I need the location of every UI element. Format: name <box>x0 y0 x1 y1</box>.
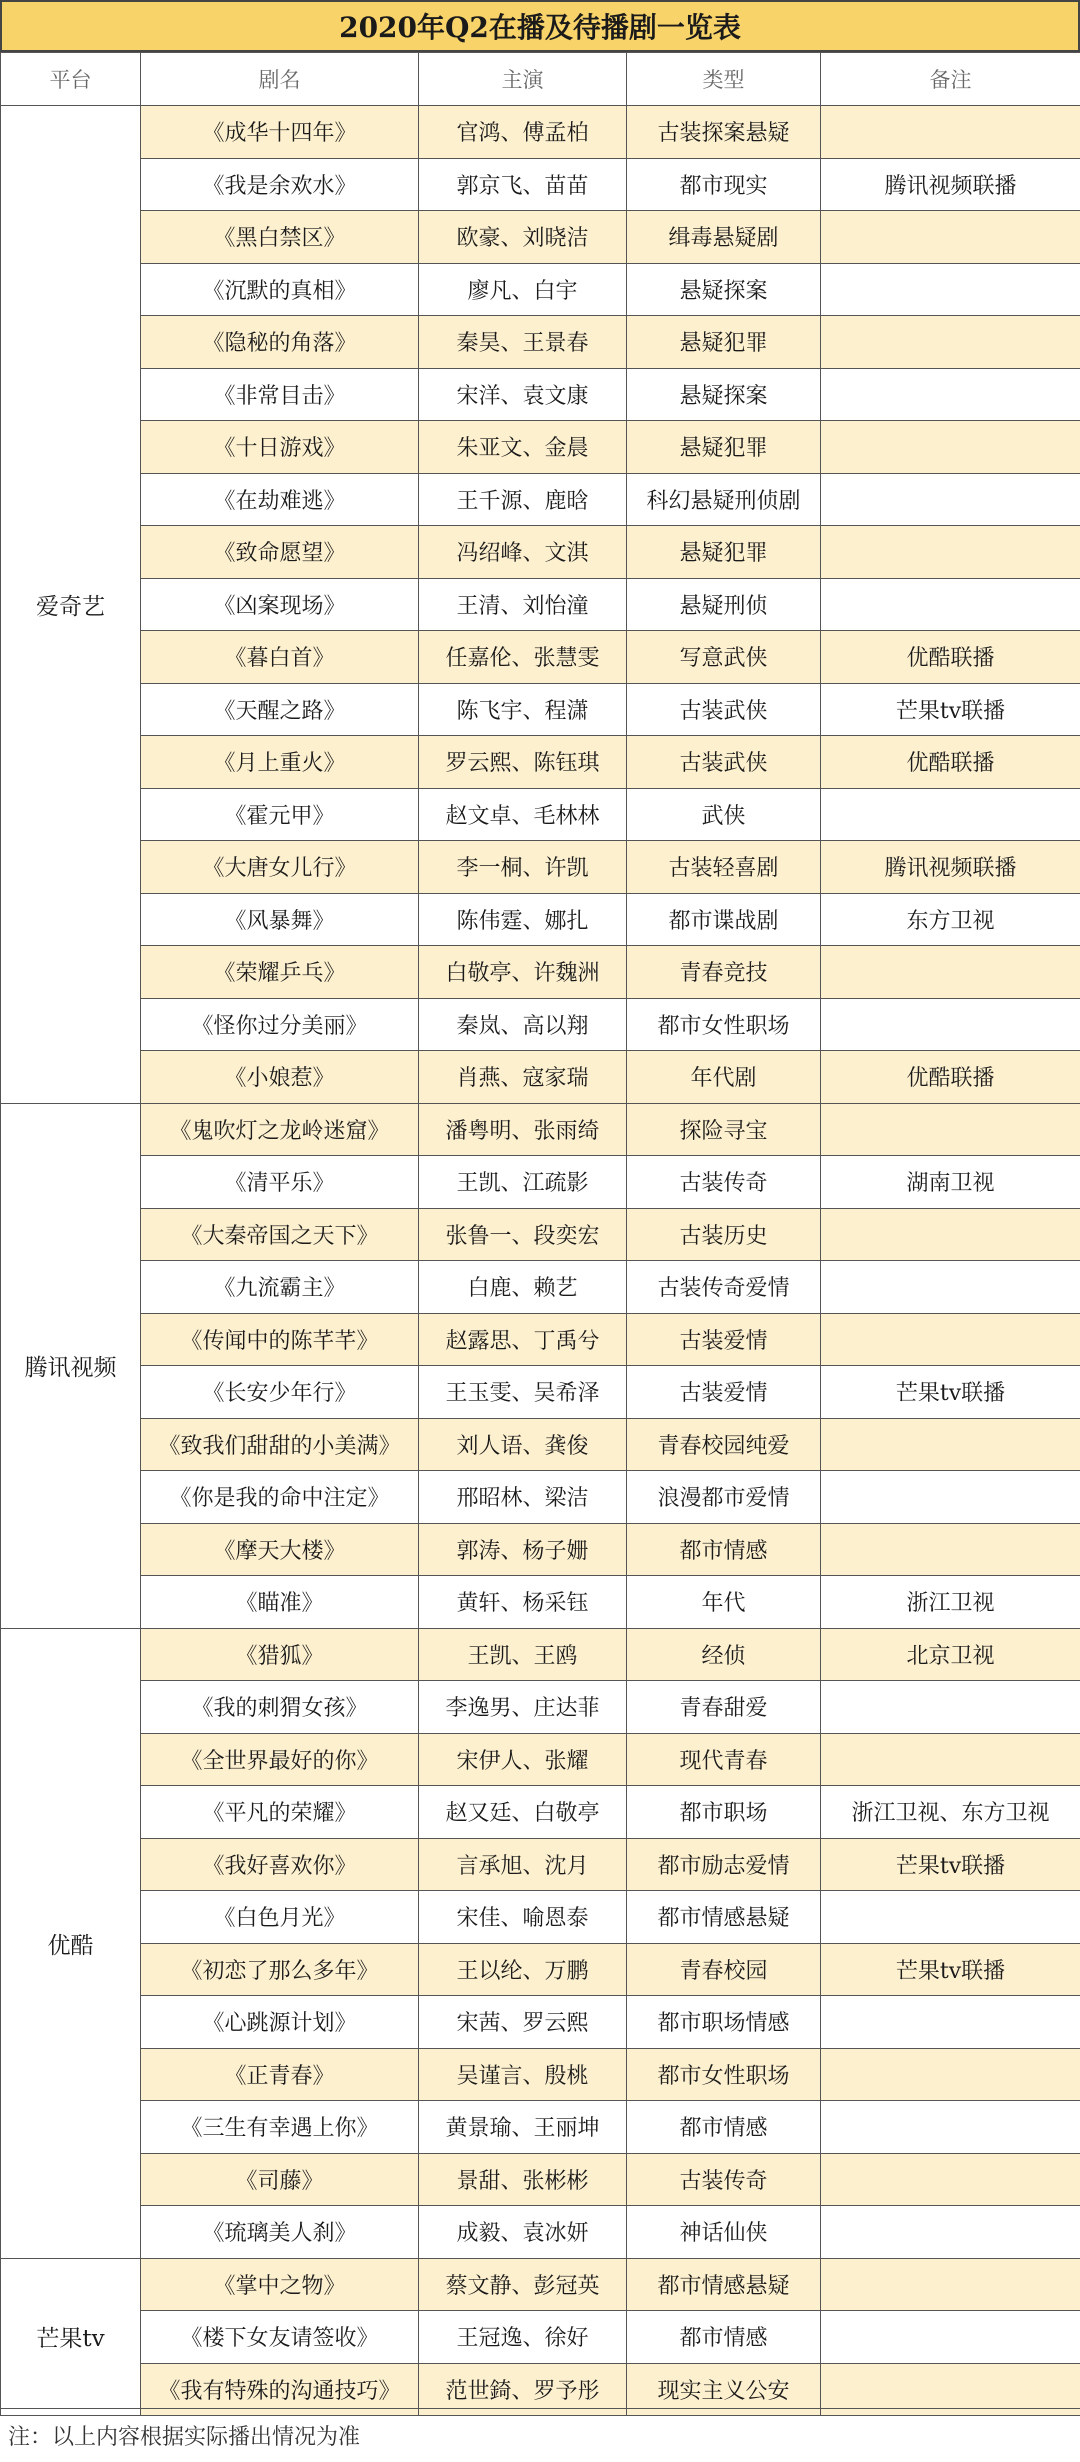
drama-title-cell: 《司藤》 <box>141 2153 419 2206</box>
remarks-cell: 浙江卫视 <box>821 1576 1080 1629</box>
cast-cell: 王凯、王鸥 <box>419 1628 627 1681</box>
cast-cell: 黄轩、杨采钰 <box>419 1576 627 1629</box>
header-cast: 主演 <box>419 53 627 106</box>
drama-title-cell: 《初恋了那么多年》 <box>141 1943 419 1996</box>
genre-cell: 青春校园 <box>627 1943 821 1996</box>
cast-cell: 王冠逸、徐好 <box>419 2311 627 2364</box>
genre-cell: 青春竞技 <box>627 946 821 999</box>
table-header <box>1 53 1080 106</box>
remarks-cell: 芒果tv联播 <box>821 1838 1080 1891</box>
drama-title-cell: 《掌中之物》 <box>141 2258 419 2311</box>
table-row <box>1 2048 1080 2101</box>
cast-cell: 欧豪、刘晓洁 <box>419 211 627 264</box>
drama-title-cell: 《凶案现场》 <box>141 578 419 631</box>
cast-cell: 景甜、张彬彬 <box>419 2153 627 2206</box>
drama-title-cell: 《霍元甲》 <box>141 788 419 841</box>
table-title: 2020年Q2在播及待播剧一览表 <box>0 0 1080 52</box>
remarks-cell <box>821 421 1080 474</box>
cast-cell: 李一桐、许凯 <box>419 841 627 894</box>
remarks-cell <box>821 998 1080 1051</box>
genre-cell: 都市情感 <box>627 2311 821 2364</box>
genre-cell: 都市谍战剧 <box>627 893 821 946</box>
genre-cell: 现代青春 <box>627 1733 821 1786</box>
remarks-cell <box>821 1103 1080 1156</box>
drama-title-cell: 《成华十四年》 <box>141 106 419 159</box>
remarks-cell <box>821 1471 1080 1524</box>
table-row <box>1 1838 1080 1891</box>
genre-cell: 都市情感 <box>627 2101 821 2154</box>
cast-cell: 张鲁一、段奕宏 <box>419 1208 627 1261</box>
genre-cell: 悬疑犯罪 <box>627 316 821 369</box>
drama-title-cell: 《我是余欢水》 <box>141 158 419 211</box>
drama-title-cell: 《清平乐》 <box>141 1156 419 1209</box>
genre-cell: 年代 <box>627 1576 821 1629</box>
table-body <box>1 106 1080 2416</box>
table-row <box>1 1313 1080 1366</box>
genre-cell: 都市情感悬疑 <box>627 2258 821 2311</box>
remarks-cell <box>821 2206 1080 2259</box>
drama-title-cell: 《非常目击》 <box>141 368 419 421</box>
platform-cell: 优酷 <box>1 1628 141 2258</box>
cast-cell: 吴谨言、殷桃 <box>419 2048 627 2101</box>
drama-table <box>0 52 1080 2416</box>
remarks-cell <box>821 2311 1080 2364</box>
header-title: 剧名 <box>141 53 419 106</box>
table-row <box>1 893 1080 946</box>
cast-cell: 秦昊、王景春 <box>419 316 627 369</box>
remarks-cell: 芒果tv联播 <box>821 683 1080 736</box>
drama-title-cell: 《隐秘的角落》 <box>141 316 419 369</box>
table-row <box>1 1786 1080 1839</box>
cast-cell: 秦岚、高以翔 <box>419 998 627 1051</box>
header-genre: 类型 <box>627 53 821 106</box>
genre-cell: 都市女性职场 <box>627 2048 821 2101</box>
remarks-cell: 腾讯视频联播 <box>821 841 1080 894</box>
cast-cell: 范世錡、罗予彤 <box>419 2363 627 2416</box>
drama-title-cell: 《平凡的荣耀》 <box>141 1786 419 1839</box>
drama-title-cell: 《黑白禁区》 <box>141 211 419 264</box>
drama-title-cell: 《我有特殊的沟通技巧》 <box>141 2363 419 2416</box>
table-row <box>1 1261 1080 1314</box>
table-row <box>1 421 1080 474</box>
genre-cell: 年代剧 <box>627 1051 821 1104</box>
drama-title-cell: 《鬼吹灯之龙岭迷窟》 <box>141 1103 419 1156</box>
drama-title-cell: 《致命愿望》 <box>141 526 419 579</box>
genre-cell: 神话仙侠 <box>627 2206 821 2259</box>
header-platform: 平台 <box>1 53 141 106</box>
genre-cell: 悬疑犯罪 <box>627 421 821 474</box>
table-row <box>1 158 1080 211</box>
table-row <box>1 526 1080 579</box>
cast-cell: 廖凡、白宇 <box>419 263 627 316</box>
genre-cell: 古装传奇 <box>627 1156 821 1209</box>
genre-cell: 现实主义公安 <box>627 2363 821 2416</box>
genre-cell: 古装传奇爱情 <box>627 1261 821 1314</box>
cast-cell: 郭涛、杨子姗 <box>419 1523 627 1576</box>
table-row <box>1 1891 1080 1944</box>
footnote: 注：以上内容根据实际播出情况为准 <box>0 2408 1080 2462</box>
cast-cell: 宋佳、喻恩泰 <box>419 1891 627 1944</box>
cast-cell: 郭京飞、苗苗 <box>419 158 627 211</box>
remarks-cell <box>821 473 1080 526</box>
platform-cell: 腾讯视频 <box>1 1103 141 1628</box>
drama-title-cell: 《摩天大楼》 <box>141 1523 419 1576</box>
drama-title-cell: 《心跳源计划》 <box>141 1996 419 2049</box>
drama-title-cell: 《暮白首》 <box>141 631 419 684</box>
cast-cell: 任嘉伦、张慧雯 <box>419 631 627 684</box>
remarks-cell: 浙江卫视、东方卫视 <box>821 1786 1080 1839</box>
table-row <box>1 2101 1080 2154</box>
remarks-cell <box>821 1733 1080 1786</box>
cast-cell: 宋茜、罗云熙 <box>419 1996 627 2049</box>
cast-cell: 王清、刘怡潼 <box>419 578 627 631</box>
genre-cell: 青春校园纯爱 <box>627 1418 821 1471</box>
table-row <box>1 2206 1080 2259</box>
cast-cell: 潘粤明、张雨绮 <box>419 1103 627 1156</box>
table-row <box>1 1996 1080 2049</box>
table-row <box>1 2153 1080 2206</box>
drama-title-cell: 《在劫难逃》 <box>141 473 419 526</box>
table-row <box>1 1733 1080 1786</box>
drama-title-cell: 《瞄准》 <box>141 1576 419 1629</box>
genre-cell: 探险寻宝 <box>627 1103 821 1156</box>
drama-title-cell: 《大唐女儿行》 <box>141 841 419 894</box>
genre-cell: 悬疑探案 <box>627 368 821 421</box>
genre-cell: 都市职场 <box>627 1786 821 1839</box>
table-row <box>1 736 1080 789</box>
drama-title-cell: 《猎狐》 <box>141 1628 419 1681</box>
table-row <box>1 841 1080 894</box>
drama-title-cell: 《九流霸主》 <box>141 1261 419 1314</box>
cast-cell: 官鸿、傅孟柏 <box>419 106 627 159</box>
cast-cell: 王以纶、万鹏 <box>419 1943 627 1996</box>
cast-cell: 言承旭、沈月 <box>419 1838 627 1891</box>
remarks-cell <box>821 368 1080 421</box>
table-row <box>1 1366 1080 1419</box>
table-row <box>1 631 1080 684</box>
table-row <box>1 1471 1080 1524</box>
table-row <box>1 788 1080 841</box>
cast-cell: 王凯、江疏影 <box>419 1156 627 1209</box>
table-row <box>1 578 1080 631</box>
cast-cell: 黄景瑜、王丽坤 <box>419 2101 627 2154</box>
drama-title-cell: 《月上重火》 <box>141 736 419 789</box>
genre-cell: 写意武侠 <box>627 631 821 684</box>
genre-cell: 经侦 <box>627 1628 821 1681</box>
genre-cell: 都市现实 <box>627 158 821 211</box>
cast-cell: 白敬亭、许魏洲 <box>419 946 627 999</box>
table-row <box>1 263 1080 316</box>
table-row <box>1 2311 1080 2364</box>
remarks-cell: 优酷联播 <box>821 1051 1080 1104</box>
cast-cell: 蔡文静、彭冠英 <box>419 2258 627 2311</box>
drama-title-cell: 《十日游戏》 <box>141 421 419 474</box>
remarks-cell <box>821 316 1080 369</box>
remarks-cell <box>821 1313 1080 1366</box>
platform-cell: 爱奇艺 <box>1 106 141 1104</box>
remarks-cell <box>821 263 1080 316</box>
cast-cell: 赵文卓、毛林林 <box>419 788 627 841</box>
remarks-cell <box>821 1261 1080 1314</box>
genre-cell: 古装传奇 <box>627 2153 821 2206</box>
table-row <box>1 473 1080 526</box>
genre-cell: 古装武侠 <box>627 683 821 736</box>
remarks-cell <box>821 2101 1080 2154</box>
cast-cell: 朱亚文、金晨 <box>419 421 627 474</box>
genre-cell: 古装武侠 <box>627 736 821 789</box>
genre-cell: 悬疑探案 <box>627 263 821 316</box>
drama-title-cell: 《荣耀乒乓》 <box>141 946 419 999</box>
genre-cell: 古装历史 <box>627 1208 821 1261</box>
remarks-cell: 北京卫视 <box>821 1628 1080 1681</box>
genre-cell: 都市女性职场 <box>627 998 821 1051</box>
drama-title-cell: 《琉璃美人刹》 <box>141 2206 419 2259</box>
genre-cell: 浪漫都市爱情 <box>627 1471 821 1524</box>
genre-cell: 缉毒悬疑剧 <box>627 211 821 264</box>
cast-cell: 赵露思、丁禹兮 <box>419 1313 627 1366</box>
remarks-cell <box>821 788 1080 841</box>
genre-cell: 青春甜爱 <box>627 1681 821 1734</box>
cast-cell: 宋洋、袁文康 <box>419 368 627 421</box>
genre-cell: 古装探案悬疑 <box>627 106 821 159</box>
drama-title-cell: 《沉默的真相》 <box>141 263 419 316</box>
cast-cell: 刘人语、龚俊 <box>419 1418 627 1471</box>
cast-cell: 邢昭林、梁洁 <box>419 1471 627 1524</box>
cast-cell: 赵又廷、白敬亭 <box>419 1786 627 1839</box>
genre-cell: 都市励志爱情 <box>627 1838 821 1891</box>
cast-cell: 陈伟霆、娜扎 <box>419 893 627 946</box>
header-remarks: 备注 <box>821 53 1080 106</box>
cast-cell: 白鹿、赖艺 <box>419 1261 627 1314</box>
cast-cell: 冯绍峰、文淇 <box>419 526 627 579</box>
table-row <box>1 106 1080 159</box>
remarks-cell: 东方卫视 <box>821 893 1080 946</box>
remarks-cell <box>821 2048 1080 2101</box>
genre-cell: 都市情感悬疑 <box>627 1891 821 1944</box>
genre-cell: 悬疑犯罪 <box>627 526 821 579</box>
table-row <box>1 1156 1080 1209</box>
genre-cell: 悬疑刑侦 <box>627 578 821 631</box>
remarks-cell <box>821 1681 1080 1734</box>
drama-title-cell: 《我的刺猬女孩》 <box>141 1681 419 1734</box>
table-row <box>1 1523 1080 1576</box>
drama-title-cell: 《大秦帝国之天下》 <box>141 1208 419 1261</box>
drama-title-cell: 《正青春》 <box>141 2048 419 2101</box>
drama-title-cell: 《怪你过分美丽》 <box>141 998 419 1051</box>
remarks-cell: 芒果tv联播 <box>821 1366 1080 1419</box>
table-row <box>1 998 1080 1051</box>
cast-cell: 肖燕、寇家瑞 <box>419 1051 627 1104</box>
drama-title-cell: 《致我们甜甜的小美满》 <box>141 1418 419 1471</box>
remarks-cell <box>821 1418 1080 1471</box>
table-row <box>1 1051 1080 1104</box>
table-row <box>1 683 1080 736</box>
remarks-cell <box>821 2153 1080 2206</box>
table-row <box>1 1576 1080 1629</box>
drama-title-cell: 《全世界最好的你》 <box>141 1733 419 1786</box>
remarks-cell: 优酷联播 <box>821 631 1080 684</box>
cast-cell: 李逸男、庄达菲 <box>419 1681 627 1734</box>
table-row <box>1 1681 1080 1734</box>
remarks-cell <box>821 1208 1080 1261</box>
table-row <box>1 946 1080 999</box>
cast-cell: 王玉雯、吴希泽 <box>419 1366 627 1419</box>
genre-cell: 古装轻喜剧 <box>627 841 821 894</box>
cast-cell: 罗云熙、陈钰琪 <box>419 736 627 789</box>
table-row <box>1 1208 1080 1261</box>
cast-cell: 成毅、袁冰妍 <box>419 2206 627 2259</box>
remarks-cell <box>821 1891 1080 1944</box>
remarks-cell <box>821 1996 1080 2049</box>
table-row <box>1 211 1080 264</box>
drama-title-cell: 《小娘惹》 <box>141 1051 419 1104</box>
remarks-cell <box>821 578 1080 631</box>
genre-cell: 古装爱情 <box>627 1313 821 1366</box>
table-row <box>1 1103 1080 1156</box>
remarks-cell <box>821 526 1080 579</box>
drama-title-cell: 《风暴舞》 <box>141 893 419 946</box>
genre-cell: 古装爱情 <box>627 1366 821 1419</box>
platform-cell: 芒果tv <box>1 2258 141 2416</box>
remarks-cell <box>821 211 1080 264</box>
drama-title-cell: 《传闻中的陈芊芊》 <box>141 1313 419 1366</box>
table-row <box>1 1943 1080 1996</box>
table-row <box>1 316 1080 369</box>
drama-title-cell: 《你是我的命中注定》 <box>141 1471 419 1524</box>
genre-cell: 都市情感 <box>627 1523 821 1576</box>
remarks-cell: 湖南卫视 <box>821 1156 1080 1209</box>
drama-title-cell: 《我好喜欢你》 <box>141 1838 419 1891</box>
cast-cell: 王千源、鹿晗 <box>419 473 627 526</box>
remarks-cell <box>821 946 1080 999</box>
remarks-cell: 芒果tv联播 <box>821 1943 1080 1996</box>
drama-title-cell: 《长安少年行》 <box>141 1366 419 1419</box>
table-row <box>1 368 1080 421</box>
drama-title-cell: 《三生有幸遇上你》 <box>141 2101 419 2154</box>
remarks-cell: 腾讯视频联播 <box>821 158 1080 211</box>
genre-cell: 武侠 <box>627 788 821 841</box>
genre-cell: 都市职场情感 <box>627 1996 821 2049</box>
remarks-cell: 优酷联播 <box>821 736 1080 789</box>
remarks-cell <box>821 106 1080 159</box>
drama-title-cell: 《楼下女友请签收》 <box>141 2311 419 2364</box>
drama-title-cell: 《天醒之路》 <box>141 683 419 736</box>
cast-cell: 陈飞宇、程潇 <box>419 683 627 736</box>
cast-cell: 宋伊人、张耀 <box>419 1733 627 1786</box>
remarks-cell <box>821 1523 1080 1576</box>
table-row <box>1 1418 1080 1471</box>
table-row <box>1 2258 1080 2311</box>
table-row <box>1 1628 1080 1681</box>
remarks-cell <box>821 2258 1080 2311</box>
genre-cell: 科幻悬疑刑侦剧 <box>627 473 821 526</box>
drama-title-cell: 《白色月光》 <box>141 1891 419 1944</box>
